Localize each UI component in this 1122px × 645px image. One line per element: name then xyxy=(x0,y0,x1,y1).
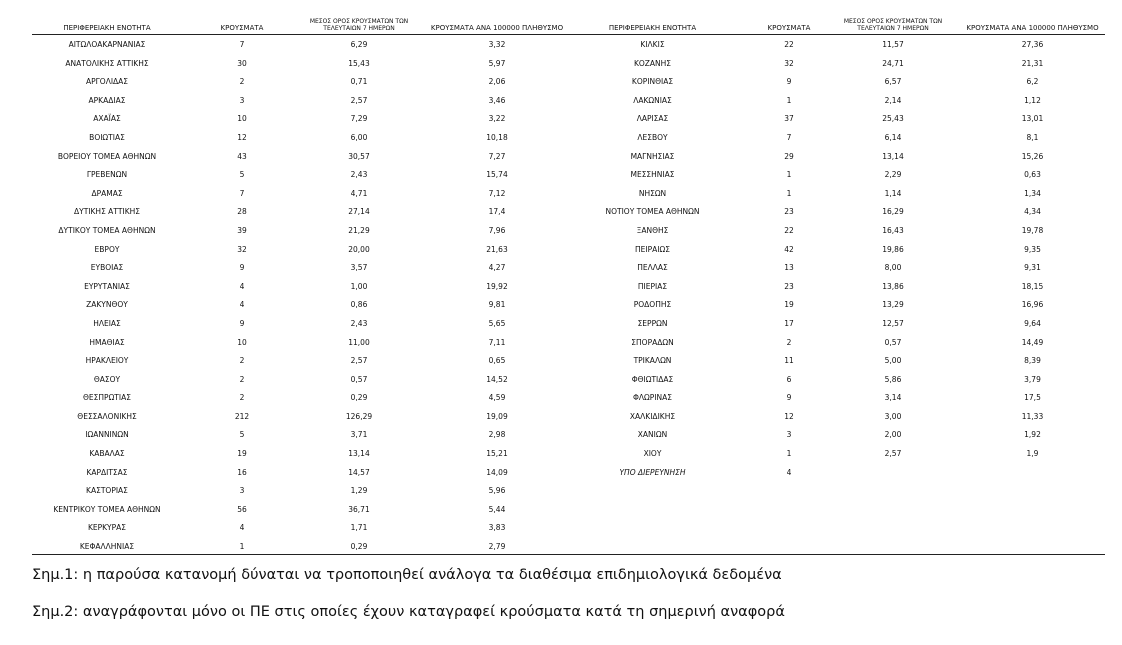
cases-cell: 9 xyxy=(239,318,245,328)
region-cell: ΚΙΛΚΙΣ xyxy=(640,40,665,49)
per100k-cell: 7,96 xyxy=(488,225,506,235)
avg-cell: 6,14 xyxy=(884,132,902,142)
avg-cell: 0,57 xyxy=(350,374,368,384)
region-cell: ΧΙΟΥ xyxy=(643,449,662,459)
per100k-cell: 14,09 xyxy=(486,467,508,477)
left-table xyxy=(32,14,572,556)
per100k-cell: 8,1 xyxy=(1026,132,1039,142)
region-cell: ΑΧΑΪΑΣ xyxy=(93,114,121,124)
per100k-cell: 0,65 xyxy=(488,356,506,366)
header-cases: ΚΡΟΥΣΜΑΤΑ xyxy=(767,24,811,32)
table-row xyxy=(32,295,572,314)
per100k-cell: 3,79 xyxy=(1024,374,1041,384)
per100k-cell: 3,22 xyxy=(488,114,506,124)
region-cell: ΣΕΡΡΩΝ xyxy=(637,318,668,328)
cases-cell: 1 xyxy=(239,542,245,552)
header-avg-line1: ΜΕΣΟΣ ΟΡΟΣ ΚΡΟΥΣΜΑΤΩΝ ΤΩΝ xyxy=(843,18,943,25)
cases-cell: 42 xyxy=(784,244,794,254)
region-cell: ΗΛΕΙΑΣ xyxy=(93,318,121,328)
region-cell: ΘΕΣΣΑΛΟΝΙΚΗΣ xyxy=(77,411,137,421)
left-table-body xyxy=(32,35,572,556)
header-region: ΠΕΡΙΦΕΡΕΙΑΚΗ ΕΝΟΤΗΤΑ xyxy=(63,24,151,32)
cases-cell: 3 xyxy=(786,430,792,440)
header-avg-7days xyxy=(828,18,958,32)
per100k-cell: 17,4 xyxy=(488,207,506,217)
region-cell: ΒΟΡΕΙΟΥ ΤΟΜΕΑ ΑΘΗΝΩΝ xyxy=(57,151,157,161)
cases-cell: 1 xyxy=(786,188,792,198)
per100k-cell: 19,09 xyxy=(486,411,508,421)
table-row xyxy=(570,35,1105,54)
avg-cell: 2,57 xyxy=(350,356,368,366)
per100k-cell: 2,06 xyxy=(488,77,506,87)
per100k-cell: 10,18 xyxy=(486,132,508,142)
per100k-cell: 0,63 xyxy=(1024,170,1041,180)
region-cell: ΥΠΟ ΔΙΕΡΕΥΝΗΣΗ xyxy=(619,467,686,477)
cases-cell: 6 xyxy=(786,374,792,384)
table-row xyxy=(570,91,1105,110)
table-row xyxy=(32,202,572,221)
cases-cell: 5 xyxy=(239,430,245,440)
table-row xyxy=(570,351,1105,370)
region-cell: ΚΟΡΙΝΘΙΑΣ xyxy=(631,77,674,87)
cases-cell: 37 xyxy=(784,114,794,124)
per100k-cell: 9,31 xyxy=(1024,263,1041,273)
avg-cell: 24,71 xyxy=(882,58,904,68)
per100k-cell: 8,39 xyxy=(1024,356,1041,366)
cases-cell: 19 xyxy=(784,300,794,310)
avg-cell: 0,57 xyxy=(884,337,902,347)
region-cell: ΚΕΦΑΛΛΗΝΙΑΣ xyxy=(79,542,135,552)
right-table-body xyxy=(570,35,1105,481)
avg-cell: 1,29 xyxy=(350,486,368,496)
cases-cell: 212 xyxy=(234,411,250,421)
avg-cell: 12,57 xyxy=(882,318,904,328)
region-cell: ΑΝΑΤΟΛΙΚΗΣ ΑΤΤΙΚΗΣ xyxy=(65,58,149,68)
region-cell: ΞΑΝΘΗΣ xyxy=(636,225,669,235)
region-cell: ΓΡΕΒΕΝΩΝ xyxy=(86,170,128,180)
per100k-cell: 16,96 xyxy=(1021,300,1044,310)
avg-cell: 0,86 xyxy=(350,300,368,310)
region-cell: ΖΑΚΥΝΘΟΥ xyxy=(86,300,128,310)
table-row xyxy=(570,425,1105,444)
cases-cell: 11 xyxy=(784,356,794,366)
region-cell: ΡΟΔΟΠΗΣ xyxy=(633,300,672,310)
per100k-cell: 3,32 xyxy=(488,40,506,49)
avg-cell: 27,14 xyxy=(348,207,370,217)
cases-cell: 28 xyxy=(237,207,247,217)
avg-cell: 19,86 xyxy=(882,244,904,254)
per100k-cell: 2,98 xyxy=(488,430,506,440)
avg-cell: 13,14 xyxy=(348,449,370,459)
table-row xyxy=(32,463,572,482)
cases-cell: 2 xyxy=(239,77,245,87)
per100k-cell: 7,11 xyxy=(488,337,506,347)
avg-cell: 2,14 xyxy=(884,95,902,105)
avg-cell: 2,57 xyxy=(884,449,902,459)
avg-cell: 0,29 xyxy=(350,393,368,403)
cases-cell: 2 xyxy=(239,374,245,384)
per100k-cell: 1,12 xyxy=(1024,95,1041,105)
cases-cell: 9 xyxy=(786,77,792,87)
cases-cell: 2 xyxy=(239,356,245,366)
region-cell: ΑΙΤΩΛΟΑΚΑΡΝΑΝΙΑΣ xyxy=(68,40,146,49)
per100k-cell: 1,34 xyxy=(1024,188,1041,198)
cases-cell: 17 xyxy=(784,318,794,328)
avg-cell: 13,14 xyxy=(882,151,904,161)
per100k-cell: 5,65 xyxy=(488,318,506,328)
cases-cell: 43 xyxy=(237,151,247,161)
avg-cell: 2,43 xyxy=(350,318,368,328)
header-region: ΠΕΡΙΦΕΡΕΙΑΚΗ ΕΝΟΤΗΤΑ xyxy=(608,24,697,32)
region-cell: ΑΡΚΑΔΙΑΣ xyxy=(88,95,126,105)
table-row xyxy=(570,388,1105,407)
per100k-cell: 14,49 xyxy=(1021,337,1044,347)
table-row xyxy=(570,277,1105,296)
table-row xyxy=(570,258,1105,277)
table-row xyxy=(32,72,572,91)
cases-cell: 5 xyxy=(239,170,245,180)
table-row xyxy=(32,407,572,426)
region-cell: ΗΜΑΘΙΑΣ xyxy=(89,337,125,347)
per100k-cell: 9,64 xyxy=(1024,318,1041,328)
per100k-cell: 18,15 xyxy=(1021,281,1044,291)
region-cell: ΧΑΝΙΩΝ xyxy=(637,430,668,440)
table-row xyxy=(32,240,572,259)
per100k-cell: 1,92 xyxy=(1024,430,1041,440)
table-row xyxy=(32,314,572,333)
per100k-cell: 19,78 xyxy=(1021,225,1044,235)
per100k-cell: 21,63 xyxy=(486,244,508,254)
per100k-cell: 7,27 xyxy=(488,151,506,161)
cases-cell: 2 xyxy=(786,337,792,347)
per100k-cell: 4,34 xyxy=(1024,207,1041,217)
cases-cell: 2 xyxy=(239,393,245,403)
per100k-cell: 27,36 xyxy=(1021,40,1044,49)
table-row xyxy=(570,221,1105,240)
table-row xyxy=(570,295,1105,314)
avg-cell: 8,00 xyxy=(884,263,902,273)
header-cases: ΚΡΟΥΣΜΑΤΑ xyxy=(220,24,264,32)
region-cell: ΧΑΛΚΙΔΙΚΗΣ xyxy=(629,411,676,421)
region-cell: ΔΥΤΙΚΗΣ ΑΤΤΙΚΗΣ xyxy=(74,207,140,217)
avg-cell: 6,57 xyxy=(884,77,902,87)
avg-cell: 20,00 xyxy=(348,244,370,254)
region-cell: ΕΒΡΟΥ xyxy=(94,244,120,254)
note-2: Σημ.2: αναγράφονται μόνο οι ΠΕ στις οποίες έχουν καταγραφεί κρούσματα κατά τη σημερινή αναφορά xyxy=(32,604,785,620)
region-cell: ΛΕΣΒΟΥ xyxy=(637,132,668,142)
region-cell: ΙΩΑΝΝΙΝΩΝ xyxy=(85,430,129,440)
avg-cell: 5,00 xyxy=(884,356,902,366)
avg-cell: 15,43 xyxy=(348,58,370,68)
cases-cell: 23 xyxy=(784,207,794,217)
note-1: Σημ.1: η παρούσα κατανομή δύναται να τροποποιηθεί ανάλογα τα διαθέσιμα επιδημιολογικά δεδομένα xyxy=(32,567,782,583)
per100k-cell: 4,59 xyxy=(488,393,506,403)
cases-cell: 56 xyxy=(237,504,247,514)
table-row xyxy=(32,333,572,352)
table-row xyxy=(570,165,1105,184)
header-avg-line1: ΜΕΣΟΣ ΟΡΟΣ ΚΡΟΥΣΜΑΤΩΝ ΤΩΝ xyxy=(309,18,409,25)
avg-cell: 2,00 xyxy=(884,430,902,440)
per100k-cell: 15,21 xyxy=(486,449,508,459)
region-cell: ΛΑΡΙΣΑΣ xyxy=(636,114,669,124)
region-cell: ΚΑΒΑΛΑΣ xyxy=(89,449,125,459)
table-row xyxy=(32,351,572,370)
cases-cell: 22 xyxy=(784,225,794,235)
table-row xyxy=(32,109,572,128)
cases-cell: 7 xyxy=(239,188,245,198)
cases-cell: 7 xyxy=(239,40,245,49)
avg-cell: 126,29 xyxy=(345,411,373,421)
per100k-cell: 13,01 xyxy=(1021,114,1044,124)
avg-cell: 4,71 xyxy=(350,188,368,198)
table-row xyxy=(570,72,1105,91)
avg-cell: 6,00 xyxy=(350,132,368,142)
header-avg-line2: ΤΕΛΕΥΤΑΙΩΝ 7 ΗΜΕΡΩΝ xyxy=(323,25,395,32)
table-row xyxy=(570,128,1105,147)
region-cell: ΚΕΡΚΥΡΑΣ xyxy=(87,523,127,533)
cases-cell: 4 xyxy=(239,523,245,533)
header-avg-line2: ΤΕΛΕΥΤΑΙΩΝ 7 ΗΜΕΡΩΝ xyxy=(857,25,929,32)
table-row xyxy=(570,463,1105,482)
avg-cell: 3,00 xyxy=(884,411,902,421)
avg-cell: 30,57 xyxy=(348,151,370,161)
per100k-cell: 21,31 xyxy=(1021,58,1044,68)
region-cell: ΚΟΖΑΝΗΣ xyxy=(633,58,672,68)
table-row xyxy=(570,109,1105,128)
table-row xyxy=(32,370,572,389)
cases-cell: 13 xyxy=(784,263,794,273)
table-row xyxy=(32,91,572,110)
cases-cell: 23 xyxy=(784,281,794,291)
table-row xyxy=(32,221,572,240)
cases-cell: 4 xyxy=(786,467,792,477)
per100k-cell: 9,81 xyxy=(488,300,506,310)
region-cell: ΕΥΡΥΤΑΝΙΑΣ xyxy=(84,281,130,291)
per100k-cell: 5,96 xyxy=(488,486,506,496)
avg-cell: 3,71 xyxy=(350,430,368,440)
cases-cell: 7 xyxy=(786,132,792,142)
cases-cell: 12 xyxy=(784,411,794,421)
table-bottom-rule xyxy=(32,554,1105,555)
per100k-cell: 9,35 xyxy=(1024,244,1041,254)
table-row xyxy=(570,314,1105,333)
cases-cell: 3 xyxy=(239,95,245,105)
cases-cell: 1 xyxy=(786,170,792,180)
avg-cell: 5,86 xyxy=(884,374,902,384)
cases-cell: 39 xyxy=(237,225,247,235)
right-table xyxy=(570,14,1105,481)
avg-cell: 0,71 xyxy=(350,77,368,87)
avg-cell: 2,43 xyxy=(350,170,368,180)
region-cell: ΝΟΤΙΟΥ ΤΟΜΕΑ ΑΘΗΝΩΝ xyxy=(605,207,700,217)
cases-cell: 4 xyxy=(239,281,245,291)
cases-cell: 1 xyxy=(786,95,792,105)
table-row xyxy=(32,35,572,54)
region-cell: ΠΕΙΡΑΙΩΣ xyxy=(635,244,670,254)
region-cell: ΚΑΡΔΙΤΣΑΣ xyxy=(86,467,128,477)
cases-cell: 30 xyxy=(237,58,247,68)
per100k-cell: 5,44 xyxy=(488,504,506,514)
avg-cell: 13,86 xyxy=(882,281,904,291)
left-table-header xyxy=(32,14,572,35)
region-cell: ΔΥΤΙΚΟΥ ΤΟΜΕΑ ΑΘΗΝΩΝ xyxy=(58,225,156,235)
table-row xyxy=(32,444,572,463)
cases-cell: 1 xyxy=(786,449,792,459)
right-table-header xyxy=(570,14,1105,35)
cases-cell: 4 xyxy=(239,300,245,310)
table-row xyxy=(570,333,1105,352)
per100k-cell: 11,33 xyxy=(1021,411,1044,421)
per100k-cell: 14,52 xyxy=(486,374,508,384)
region-cell: ΠΙΕΡΙΑΣ xyxy=(637,281,668,291)
table-row xyxy=(32,481,572,500)
cases-cell: 10 xyxy=(237,114,247,124)
region-cell: ΤΡΙΚΑΛΩΝ xyxy=(633,356,672,366)
avg-cell: 25,43 xyxy=(882,114,904,124)
table-row xyxy=(32,165,572,184)
per100k-cell: 3,46 xyxy=(488,95,506,105)
cases-cell: 12 xyxy=(237,132,247,142)
region-cell: ΘΑΣΟΥ xyxy=(93,374,121,384)
region-cell: ΚΑΣΤΟΡΙΑΣ xyxy=(86,486,128,496)
avg-cell: 2,57 xyxy=(350,95,368,105)
table-row xyxy=(32,147,572,166)
avg-cell: 11,57 xyxy=(882,40,904,49)
region-cell: ΕΥΒΟΙΑΣ xyxy=(90,263,124,273)
per100k-cell: 7,12 xyxy=(488,188,506,198)
cases-cell: 16 xyxy=(237,467,247,477)
per100k-cell: 1,9 xyxy=(1026,449,1039,459)
per100k-cell: 5,97 xyxy=(488,58,506,68)
per100k-cell: 15,26 xyxy=(1021,151,1044,161)
region-cell: ΠΕΛΛΑΣ xyxy=(637,263,668,273)
per100k-cell: 19,92 xyxy=(486,281,508,291)
cases-cell: 32 xyxy=(237,244,247,254)
region-cell: ΦΘΙΩΤΙΔΑΣ xyxy=(631,374,674,384)
per100k-cell: 4,27 xyxy=(488,263,506,273)
avg-cell: 21,29 xyxy=(348,225,370,235)
region-cell: ΝΗΣΩΝ xyxy=(638,188,667,198)
avg-cell: 3,14 xyxy=(884,393,902,403)
header-avg-7days xyxy=(294,18,424,32)
table-row xyxy=(32,537,572,556)
table-row xyxy=(32,277,572,296)
table-row xyxy=(570,407,1105,426)
per100k-cell: 2,79 xyxy=(488,542,506,552)
region-cell: ΑΡΓΟΛΙΔΑΣ xyxy=(85,77,129,87)
avg-cell: 13,29 xyxy=(882,300,904,310)
per100k-cell: 17,5 xyxy=(1024,393,1041,403)
table-row xyxy=(32,54,572,73)
table-row xyxy=(570,370,1105,389)
cases-cell: 32 xyxy=(784,58,794,68)
header-per100k: ΚΡΟΥΣΜΑΤΑ ΑΝΑ 100000 ΠΛΗΘΥΣΜΟ xyxy=(966,24,1099,32)
region-cell: ΣΠΟΡΑΔΩΝ xyxy=(631,337,674,347)
avg-cell: 6,29 xyxy=(350,40,368,49)
region-cell: ΛΑΚΩΝΙΑΣ xyxy=(633,95,672,105)
table-row xyxy=(32,425,572,444)
header-per100k: ΚΡΟΥΣΜΑΤΑ ΑΝΑ 100000 ΠΛΗΘΥΣΜΟ xyxy=(430,24,564,32)
avg-cell: 0,29 xyxy=(350,542,368,552)
avg-cell: 16,43 xyxy=(882,225,904,235)
cases-cell: 10 xyxy=(237,337,247,347)
avg-cell: 7,29 xyxy=(350,114,368,124)
table-row xyxy=(32,518,572,537)
region-cell: ΦΛΩΡΙΝΑΣ xyxy=(633,393,672,403)
per100k-cell: 3,83 xyxy=(488,523,506,533)
table-row xyxy=(570,54,1105,73)
cases-cell: 19 xyxy=(237,449,247,459)
table-row xyxy=(570,184,1105,203)
table-row xyxy=(32,128,572,147)
avg-cell: 2,29 xyxy=(884,170,902,180)
cases-cell: 22 xyxy=(784,40,794,49)
cases-cell: 9 xyxy=(239,263,245,273)
table-row xyxy=(570,202,1105,221)
table-row xyxy=(32,184,572,203)
region-cell: ΜΑΓΝΗΣΙΑΣ xyxy=(630,151,675,161)
region-cell: ΚΕΝΤΡΙΚΟΥ ΤΟΜΕΑ ΑΘΗΝΩΝ xyxy=(53,504,161,514)
avg-cell: 36,71 xyxy=(348,504,370,514)
table-row xyxy=(32,500,572,519)
per100k-cell: 15,74 xyxy=(486,170,508,180)
region-cell: ΔΡΑΜΑΣ xyxy=(91,188,123,198)
region-cell: ΘΕΣΠΡΩΤΙΑΣ xyxy=(83,393,131,403)
region-cell: ΒΟΙΩΤΙΑΣ xyxy=(89,132,125,142)
region-cell: ΗΡΑΚΛΕΙΟΥ xyxy=(85,356,129,366)
avg-cell: 11,00 xyxy=(348,337,370,347)
avg-cell: 16,29 xyxy=(882,207,904,217)
avg-cell: 1,14 xyxy=(884,188,902,198)
per100k-cell: 6,2 xyxy=(1026,77,1039,87)
region-cell: ΜΕΣΣΗΝΙΑΣ xyxy=(630,170,675,180)
cases-cell: 29 xyxy=(784,151,794,161)
cases-cell: 3 xyxy=(239,486,245,496)
cases-cell: 9 xyxy=(786,393,792,403)
table-row xyxy=(32,258,572,277)
table-row xyxy=(570,444,1105,463)
table-row xyxy=(570,240,1105,259)
avg-cell: 3,57 xyxy=(350,263,368,273)
avg-cell: 1,00 xyxy=(350,281,368,291)
avg-cell: 1,71 xyxy=(350,523,368,533)
avg-cell: 14,57 xyxy=(348,467,370,477)
table-row xyxy=(32,388,572,407)
table-row xyxy=(570,147,1105,166)
